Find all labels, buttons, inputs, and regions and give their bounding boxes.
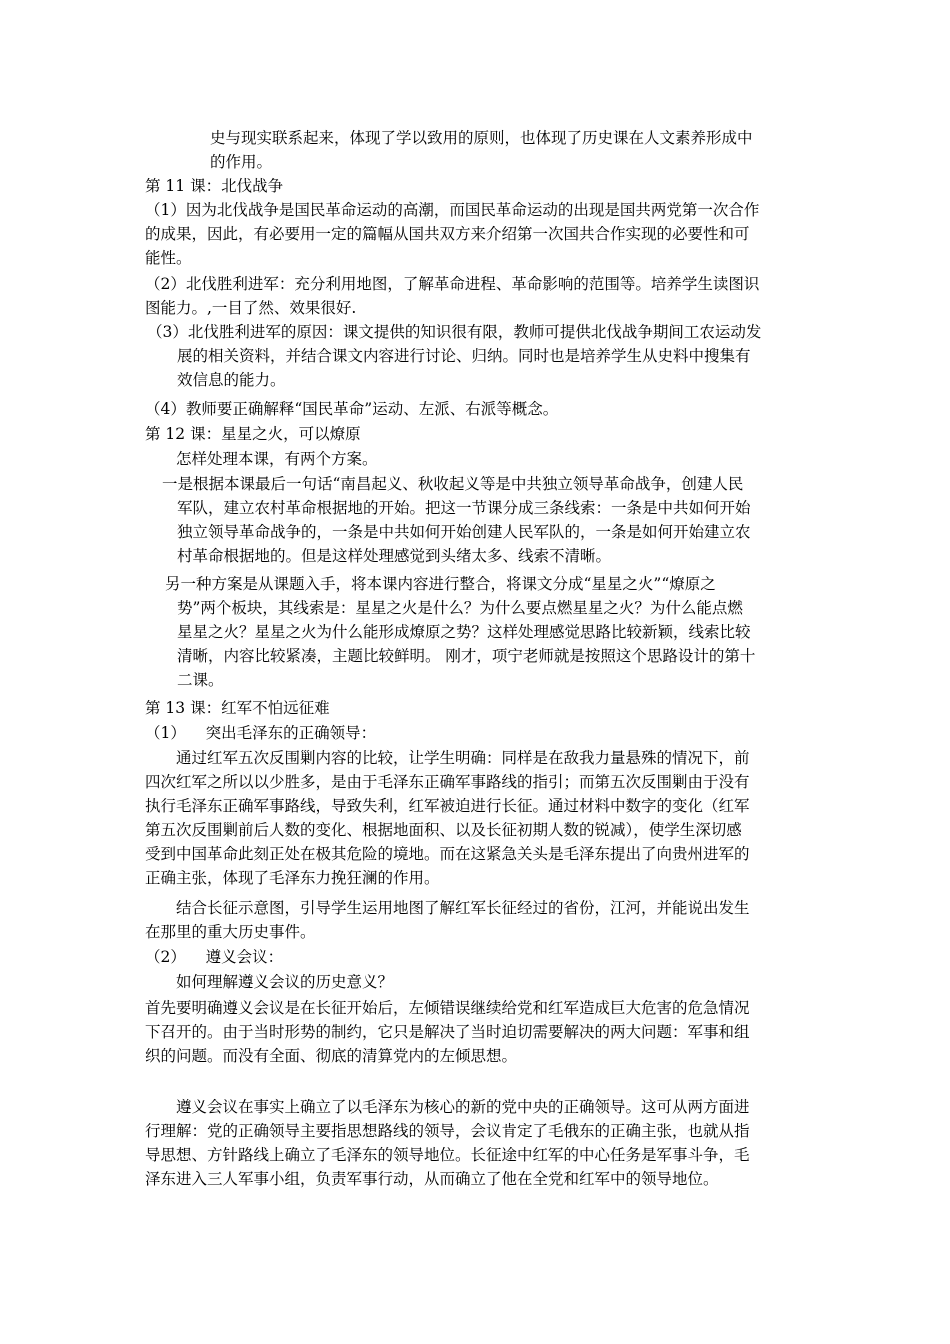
text-line: 泽东进入三人军事小组，负责军事行动，从而确立了他在全党和红军中的领导地位。 [145, 1170, 719, 1188]
text-line: 展的相关资料，并结合课文内容进行讨论、归纳。同时也是培养学生从史料中搜集有 [177, 347, 751, 365]
text-line: 另一种方案是从课题入手，将本课内容进行整合，将课文分成“星星之火”“燎原之 [165, 575, 716, 593]
lesson-12-plan-1 [162, 472, 810, 568]
text-line: （1）因为北伐战争是国民革命运动的高潮，而国民革命运动的出现是国共两党第一次合作 [145, 201, 760, 219]
section-heading: 第 11 课：北伐战争 [145, 177, 284, 195]
text-line: 的成果，因此，有必要用一定的篇幅从国共双方来介绍第一次国共合作实现的必要性和可 [145, 225, 750, 243]
section-heading: 第 12 课：星星之火，可以燎原 [145, 425, 361, 443]
text-line: 一是根据本课最后一句话“南昌起义、秋收起义等是中共独立领导革命战争，创建人民 [162, 475, 744, 493]
lesson-13-zunyi-context [145, 996, 810, 1068]
text-line: 四次红军之所以以少胜多，是由于毛泽东正确军事路线的指引；而第五次反围剿由于没有 [145, 773, 750, 791]
text-line: 军队，建立农村革命根据地的开始。把这一节课分成三条线索：一条是中共如何开始 [177, 499, 751, 517]
text-line: 如何理解遵义会议的历史意义？ [176, 973, 394, 991]
lesson-13-question [145, 970, 810, 994]
lesson-11-point-2 [145, 272, 810, 320]
intro-paragraph [210, 126, 810, 174]
lesson-13-zunyi-significance [145, 1095, 810, 1191]
lesson-11-point-1 [145, 198, 810, 270]
lesson-11-point-3 [147, 320, 812, 392]
text-line: 势”两个板块，其线索是：星星之火是什么？为什么要点燃星星之火？为什么能点燃 [177, 599, 743, 617]
text-line: 怎样处理本课，有两个方案。 [176, 450, 378, 468]
text-line: （4）教师要正确解释“国民革命”运动、左派、右派等概念。 [145, 400, 559, 418]
text-line: 独立领导革命战争的，一条是中共如何开始创建人民军队的，一条是如何开始建立农 [177, 523, 751, 541]
text-line: 导思想、方针路线上确立了毛泽东的领导地位。长征途中红军的中心任务是军事斗争，毛 [145, 1146, 750, 1164]
text-line: 执行毛泽东正确军事路线，导致失利，红军被迫进行长征。通过材料中数字的变化（红军 [145, 797, 750, 815]
text-line: 能性。 [145, 249, 192, 267]
text-line: （1） 突出毛泽东的正确领导： [145, 724, 377, 742]
text-line: 效信息的能力。 [177, 371, 286, 389]
text-line: 史与现实联系起来，体现了学以致用的原则，也体现了历史课在人文素养形成中 [210, 129, 753, 147]
text-line: 的作用。 [210, 153, 273, 171]
text-line: 行理解：党的正确领导主要指思想路线的领导，会议肯定了毛俄东的正确主张，也就从指 [145, 1122, 750, 1140]
lesson-12-heading [145, 422, 810, 446]
lesson-13-item-2-title [145, 945, 810, 969]
text-line: 织的问题。而没有全面、彻底的清算党内的左倾思想。 [145, 1047, 518, 1065]
text-line: 遵义会议在事实上确立了以毛泽东为核心的新的党中央的正确领导。这可从两方面进 [176, 1098, 750, 1116]
text-line: 受到中国革命此刻正处在极其危险的境地。而在这紧急关头是毛泽东提出了向贵州进军的 [145, 845, 750, 863]
text-line: 星星之火？星星之火为什么能形成燎原之势？这样处理感觉思路比较新颖，线索比较 [177, 623, 751, 641]
lesson-11-heading [145, 174, 810, 198]
section-heading: 第 13 课：红军不怕远征难 [145, 699, 330, 717]
text-line: 通过红军五次反围剿内容的比较，让学生明确：同样是在敌我力量悬殊的情况下，前 [176, 749, 750, 767]
text-line: （2） 遵义会议： [145, 948, 284, 966]
text-line: 正确主张，体现了毛泽东力挽狂澜的作用。 [145, 869, 440, 887]
lesson-13-item-1-body [145, 746, 810, 890]
text-line: 结合长征示意图，引导学生运用地图了解红军长征经过的省份，江河，并能说出发生 [176, 899, 750, 917]
text-line: 下召开的。由于当时形势的制约，它只是解决了当时迫切需要解决的两大问题：军事和组 [145, 1023, 750, 1041]
lesson-13-item-1-title [145, 721, 810, 745]
text-line: 村革命根据地的。但是这样处理感觉到头绪太多、线索不清晰。 [177, 547, 612, 565]
lesson-11-point-4 [145, 397, 810, 421]
lesson-12-plan-2 [165, 572, 810, 692]
text-line: 图能力。,一目了然、效果很好. [145, 299, 357, 317]
text-line: 第五次反围剿前后人数的变化、根据地面积、以及长征初期人数的锐减），使学生深切感 [145, 821, 742, 839]
lesson-13-heading [145, 696, 810, 720]
text-line: （3）北伐胜利进军的原因：课文提供的知识很有限，教师可提供北伐战争期间工农运动发 [147, 323, 762, 341]
text-line: 在那里的重大历史事件。 [145, 923, 316, 941]
text-line: 清晰，内容比较紧凑，主题比较鲜明。 刚才，项宁老师就是按照这个思路设计的第十 [177, 647, 756, 665]
text-line: （2）北伐胜利进军：充分利用地图，了解革命进程、革命影响的范围等。培养学生读图识 [145, 275, 760, 293]
text-line: 首先要明确遵义会议是在长征开始后，左倾错误继续给党和红军造成巨大危害的危急情况 [145, 999, 750, 1017]
lesson-12-intro [176, 447, 810, 471]
lesson-13-map-paragraph [145, 896, 810, 944]
text-line: 二课。 [177, 671, 224, 689]
